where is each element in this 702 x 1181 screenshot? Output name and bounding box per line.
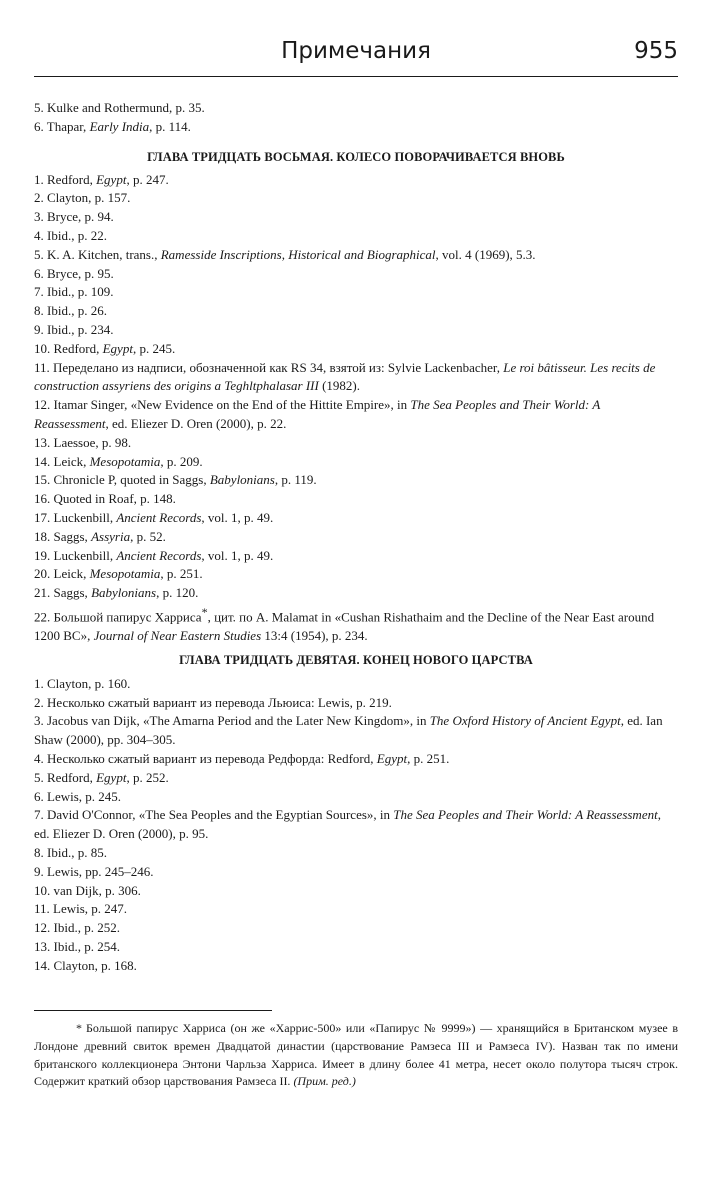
note-item: 13. Ibid., p. 254. <box>34 939 120 954</box>
note-item: 17. Luckenbill, Ancient Records, vol. 1, p. 49. <box>34 509 274 525</box>
note-item: 7. David O'Connor, «The Sea Peoples and the Egyptian Sources», in The Sea Peoples and Their World: A Reassessment, ed. Eliezer D. Oren (2000), p. 95. <box>34 807 661 842</box>
book-page <box>34 0 678 1089</box>
note-item: 3. Jacobus van Dijk, «The Amarna Period and the Later New Kingdom», in The Oxford History of Ancient Egypt, ed. Ian Shaw (2000), pp. 304–305. <box>34 713 663 748</box>
header-rule <box>34 76 678 77</box>
note-item: 10. van Dijk, p. 306. <box>34 882 141 898</box>
footnote-marker: * <box>201 604 208 619</box>
chapter-heading: ГЛАВА ТРИДЦАТЬ ДЕВЯТАЯ. КОНЕЦ НОВОГО ЦАРСТВА <box>179 652 533 667</box>
note-item: 22. Большой папирус Харриса*, цит. по A. Malamat in «Cushan Rishathaim and the Decline of the Near East around 1200 BC», Journal of Near Eastern Studies 13:4 (1954), p. 234. <box>34 604 655 644</box>
note-item: 21. Saggs, Babylonians, p. 120. <box>34 585 199 601</box>
note-item: 6. Lewis, p. 245. <box>34 788 122 804</box>
chapter-notes <box>34 675 678 976</box>
note-item: 16. Quoted in Roaf, p. 148. <box>34 491 176 507</box>
note-item: 19. Luckenbill, Ancient Records, vol. 1, p. 49. <box>34 547 274 563</box>
running-title: Примечания <box>281 38 431 64</box>
note-item: 20. Leick, Mesopotamia, p. 251. <box>34 566 203 582</box>
continuation-notes <box>34 99 678 137</box>
note-item: 12. Itamar Singer, «New Evidence on the End of the Hittite Empire», in The Sea Peoples and Their World: A Reassessment, ed. Eliezer D. Oren (2000), p. 22. <box>34 397 601 431</box>
note-item: 1. Clayton, p. 160. <box>34 675 131 691</box>
page-header <box>34 0 678 70</box>
note-item: 4. Несколько сжатый вариант из перевода Редфорда: Redford, Egypt, p. 251. <box>34 751 450 767</box>
note-item: 9. Ibid., p. 234. <box>34 321 114 337</box>
note-item: 6. Bryce, p. 95. <box>34 265 114 281</box>
note-item: 7. Ibid., p. 109. <box>34 284 114 300</box>
footnote-rule <box>34 1010 272 1011</box>
note-item: 12. Ibid., p. 252. <box>34 920 120 936</box>
note-item: 4. Ibid., p. 22. <box>34 227 107 243</box>
footnote-section <box>34 1010 678 1091</box>
note-item: 13. Laessoe, p. 98. <box>34 434 132 450</box>
note-item: 18. Saggs, Assyria, p. 52. <box>34 528 166 544</box>
page-number: 955 <box>634 38 678 64</box>
note-item: 14. Leick, Mesopotamia, p. 209. <box>34 453 203 469</box>
note-item: 5. K. A. Kitchen, trans., Ramesside Inscriptions, Historical and Biographical, vol. 4 (1969), 5.3. <box>34 246 536 262</box>
note-item: 2. Clayton, p. 157. <box>34 190 131 206</box>
chapter-notes <box>34 171 678 646</box>
footnote-marker: * <box>76 1021 82 1035</box>
note-item: 11. Lewis, p. 247. <box>34 901 128 917</box>
note-item: 8. Ibid., p. 85. <box>34 845 107 861</box>
note-item: 8. Ibid., p. 26. <box>34 303 107 319</box>
note-item: 1. Redford, Egypt, p. 247. <box>34 171 169 187</box>
chapter-heading: ГЛАВА ТРИДЦАТЬ ВОСЬМАЯ. КОЛЕСО ПОВОРАЧИВАЕТСЯ ВНОВЬ <box>147 149 565 164</box>
note-item: 9. Lewis, pp. 245–246. <box>34 863 154 879</box>
note-item: 3. Bryce, p. 94. <box>34 209 114 225</box>
note-item: 5. Redford, Egypt, p. 252. <box>34 769 169 785</box>
note-item: 15. Chronicle P, quoted in Saggs, Babylonians, p. 119. <box>34 472 317 488</box>
note-item: 5. Kulke and Rothermund, p. 35. <box>34 100 205 115</box>
note-item: 11. Переделано из надписи, обозначенной как RS 34, взятой из: Sylvie Lackenbacher, Le roi bâtisseur. Les recits de construction assyriens des origins a Teghltphalasar III (1982). <box>34 359 656 394</box>
note-item: 14. Clayton, p. 168. <box>34 957 137 973</box>
note-item: 10. Redford, Egypt, p. 245. <box>34 340 176 356</box>
footnote-text: * Большой папирус Харриса (он же «Харрис-500» или «Папирус № 9999») — хранящийся в Британском музее в Лондоне древний свиток времен Двадцатой династии (царствование Рамзеса III и Рамзеса IV). Назван так по имени британского коллекционера Энтони Чарльза Харриса. Имеет в длину более 41 метра, несет около полутора тысяч строк. Содержит краткий обзор царствования Рамзеса II. (Прим. ред.) <box>34 1021 678 1089</box>
note-item: 2. Несколько сжатый вариант из перевода Льюиса: Lewis, p. 219. <box>34 694 392 710</box>
notes-content <box>34 99 678 976</box>
note-item: 6. Thapar, Early India, p. 114. <box>34 118 191 134</box>
